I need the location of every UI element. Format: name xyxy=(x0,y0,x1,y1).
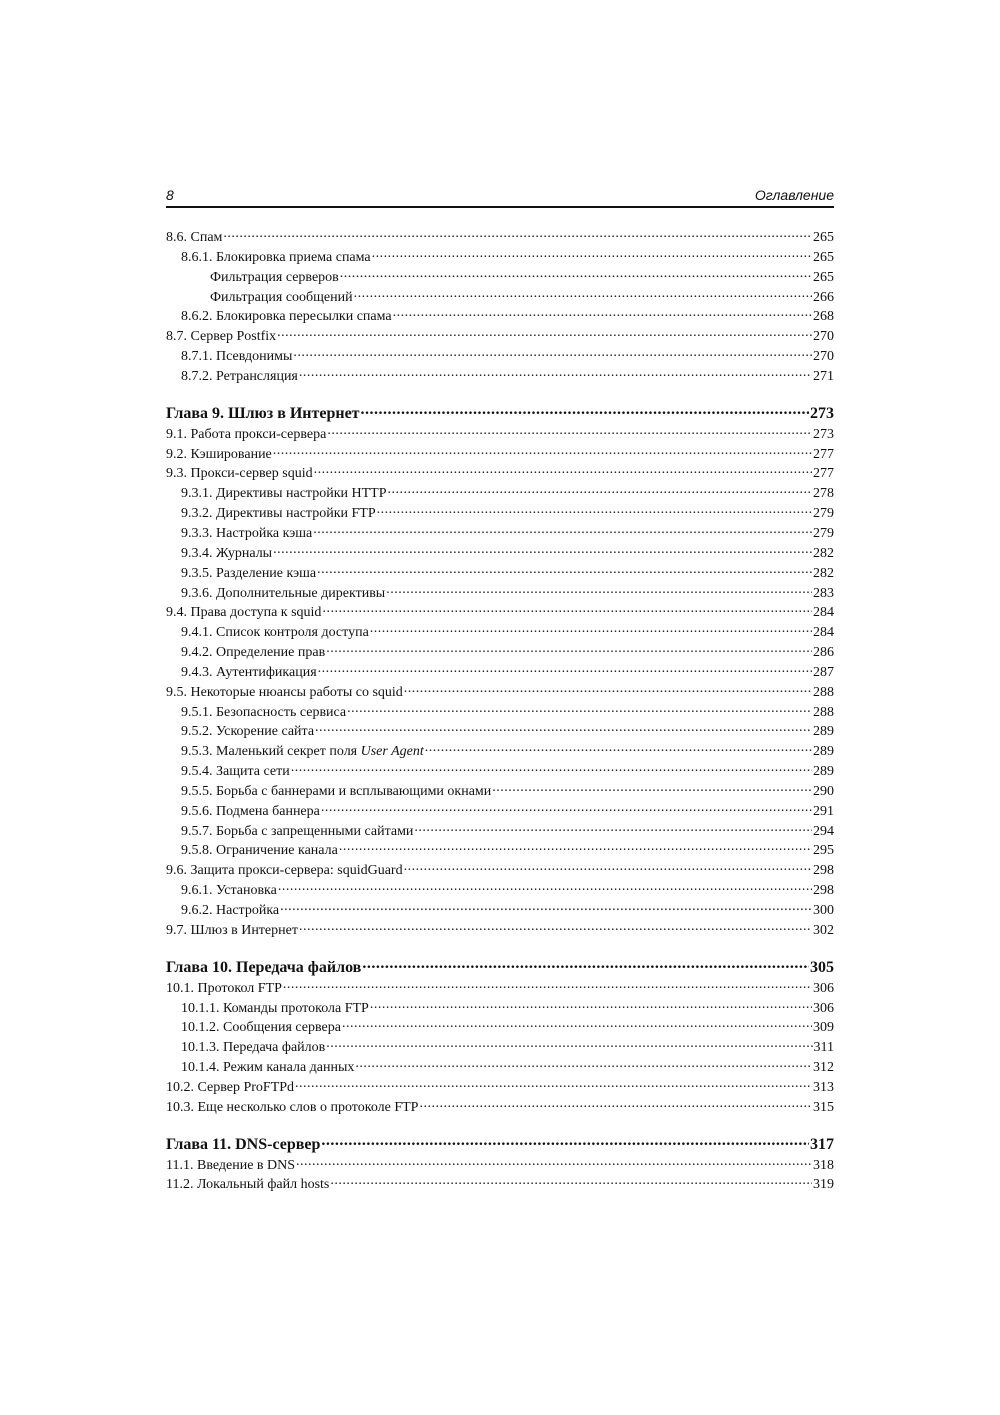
toc-entry-label: 9.3.4. Журналы xyxy=(181,545,273,561)
toc-entry[interactable] xyxy=(166,801,834,821)
toc-entry[interactable] xyxy=(166,463,834,483)
toc-entry-label: 9.5.4. Защита сети xyxy=(181,764,290,780)
toc-entry-page-number: 289 xyxy=(813,744,834,760)
toc-entry[interactable] xyxy=(166,1057,834,1077)
toc-entry-label: 10.1.3. Передача файлов xyxy=(181,1040,326,1056)
toc-dot-leader xyxy=(419,1097,812,1111)
toc-entry-page-number: 298 xyxy=(813,863,834,879)
toc-entry-label: 9.6.2. Настройка xyxy=(181,903,280,918)
toc-dot-leader xyxy=(299,920,812,934)
toc-dot-leader xyxy=(347,702,812,716)
toc-dot-leader xyxy=(283,978,812,992)
header-section-title: Оглавление xyxy=(754,187,834,203)
toc-entry[interactable] xyxy=(166,483,834,503)
toc-entry[interactable] xyxy=(166,1037,834,1057)
toc-entry-page-number: 312 xyxy=(813,1060,834,1076)
toc-entry[interactable] xyxy=(166,702,834,722)
toc-dot-leader xyxy=(314,463,812,477)
toc-entry-page-number: 265 xyxy=(813,269,834,285)
toc-entry-page-number: 318 xyxy=(813,1157,834,1173)
toc-entry-page-number: 268 xyxy=(813,309,834,325)
page-header xyxy=(166,186,834,208)
toc-entry-page-number: 283 xyxy=(813,585,834,601)
toc-entry-label: 9.1. Работа прокси-сервера xyxy=(166,426,327,442)
toc-entry-label: 9.5.1. Безопасность сервиса xyxy=(181,704,347,720)
toc-dot-leader xyxy=(354,287,812,301)
toc-entry-label: 8.7.2. Ретрансляция xyxy=(181,368,298,384)
toc-entry-page-number: 302 xyxy=(813,922,834,938)
toc-entry[interactable] xyxy=(166,267,834,287)
toc-entry-label: 10.1. Протокол FTP xyxy=(166,980,282,996)
toc-entry[interactable] xyxy=(166,1017,834,1037)
toc-dot-leader xyxy=(321,801,812,815)
toc-entry-label: 10.1.1. Команды протокола FTP xyxy=(181,1000,369,1016)
toc-entry[interactable] xyxy=(166,741,834,761)
toc-entry[interactable] xyxy=(166,622,834,642)
toc-entry[interactable] xyxy=(166,821,834,841)
toc-dot-leader xyxy=(372,247,812,261)
toc-chapter-entry[interactable] xyxy=(166,402,834,424)
toc-entry-page-number: 289 xyxy=(813,724,834,740)
toc-entry[interactable] xyxy=(166,563,834,583)
toc-entry-page-number: 277 xyxy=(813,466,834,482)
toc-entry-label: 8.7.1. Псевдонимы xyxy=(181,349,293,365)
toc-entry[interactable] xyxy=(166,1155,834,1175)
toc-entry-page-number: 294 xyxy=(813,823,834,839)
toc-entry-page-number: 286 xyxy=(813,645,834,661)
toc-entry-label: 9.7. Шлюз в Интернет xyxy=(166,922,298,938)
toc-dot-leader xyxy=(404,682,812,696)
toc-entry-label: 10.1.2. Сообщения сервера xyxy=(181,1020,341,1036)
toc-entry[interactable] xyxy=(166,602,834,622)
toc-dot-leader xyxy=(295,1077,812,1091)
toc-entry-page-number: 298 xyxy=(813,883,834,899)
toc-entry-page-number: 278 xyxy=(813,486,834,502)
toc-dot-leader xyxy=(326,1037,812,1051)
toc-entry[interactable] xyxy=(166,583,834,603)
toc-entry-page-number: 273 xyxy=(810,404,834,422)
toc-dot-leader xyxy=(425,741,812,755)
toc-entry[interactable] xyxy=(166,247,834,267)
toc-dot-leader xyxy=(322,602,812,616)
toc-entry-page-number: 279 xyxy=(813,525,834,541)
toc-entry-label: 9.3.3. Настройка кэша xyxy=(181,525,313,541)
toc-entry[interactable] xyxy=(166,1174,834,1194)
toc-dot-leader xyxy=(327,424,812,438)
toc-entry-page-number: 313 xyxy=(813,1079,834,1095)
toc-entry[interactable] xyxy=(166,840,834,860)
toc-entry-label: 11.1. Введение в DNS xyxy=(166,1157,296,1173)
toc-dot-leader xyxy=(370,998,812,1012)
toc-dot-leader xyxy=(386,583,812,597)
toc-entry-page-number: 271 xyxy=(813,368,834,384)
toc-entry-label: Фильтрация сообщений xyxy=(210,289,353,305)
table-of-contents xyxy=(166,227,834,1194)
toc-entry-page-number: 291 xyxy=(813,803,834,819)
toc-entry-label: Глава 10. Передача файлов xyxy=(166,958,362,976)
toc-entry-label: 9.5.6. Подмена баннера xyxy=(181,803,320,819)
toc-entry-page-number: 277 xyxy=(813,446,834,462)
toc-entry-page-number: 279 xyxy=(813,506,834,522)
toc-entry[interactable] xyxy=(166,682,834,702)
toc-entry-label: Глава 11. DNS-сервер xyxy=(166,1135,321,1153)
toc-entry-page-number: 273 xyxy=(813,426,834,442)
toc-entry-page-number: 287 xyxy=(813,664,834,680)
toc-entry-page-number: 289 xyxy=(813,764,834,780)
toc-entry[interactable] xyxy=(166,523,834,543)
toc-entry-page-number: 270 xyxy=(813,329,834,345)
toc-dot-leader xyxy=(330,1174,812,1188)
toc-entry-label: 9.3. Прокси-сервер squid xyxy=(166,466,313,482)
toc-entry[interactable] xyxy=(166,326,834,346)
toc-dot-leader xyxy=(362,956,809,972)
toc-entry-label: 9.5. Некоторые нюансы работы со squid xyxy=(166,684,403,700)
toc-entry[interactable] xyxy=(166,920,834,940)
toc-entry[interactable] xyxy=(166,662,834,682)
toc-entry[interactable] xyxy=(166,880,834,900)
toc-entry-label: 8.6.2. Блокировка пересылки спама xyxy=(181,309,392,325)
toc-entry-label: 11.2. Локальный файл hosts xyxy=(166,1177,330,1193)
toc-entry[interactable] xyxy=(166,306,834,326)
toc-entry-page-number: 265 xyxy=(813,249,834,265)
toc-dot-leader xyxy=(361,402,809,418)
toc-entry[interactable] xyxy=(166,287,834,307)
toc-entry-page-number: 284 xyxy=(813,605,834,621)
toc-chapter-entry[interactable] xyxy=(166,956,834,978)
toc-entry-label: 9.5.5. Борьба с баннерами и всплывающими окнами xyxy=(181,783,492,799)
toc-entry-label: 9.5.2. Ускорение сайта xyxy=(181,724,315,740)
toc-dot-leader xyxy=(492,781,812,795)
toc-dot-leader xyxy=(291,761,812,775)
toc-entry-page-number: 265 xyxy=(813,230,834,245)
toc-dot-leader xyxy=(404,860,812,874)
toc-dot-leader xyxy=(370,622,812,636)
toc-entry[interactable] xyxy=(166,503,834,523)
toc-entry[interactable] xyxy=(166,781,834,801)
toc-entry[interactable] xyxy=(166,543,834,563)
toc-entry-page-number: 305 xyxy=(810,958,834,976)
toc-dot-leader xyxy=(342,1017,812,1031)
toc-dot-leader xyxy=(321,1133,809,1149)
toc-dot-leader xyxy=(296,1155,812,1169)
toc-entry-page-number: 284 xyxy=(813,625,834,641)
toc-entry-label: 10.1.4. Режим канала данных xyxy=(181,1060,355,1076)
toc-entry-label: 9.3.6. Дополнительные директивы xyxy=(181,585,386,601)
toc-entry-page-number: 266 xyxy=(813,289,834,305)
toc-dot-leader xyxy=(318,662,812,676)
toc-entry-label: 9.5.3. Маленький секрет поля User Agent xyxy=(181,744,424,760)
toc-entry-label: 10.2. Сервер ProFTPd xyxy=(166,1079,295,1095)
toc-entry[interactable] xyxy=(166,366,834,386)
toc-dot-leader xyxy=(414,821,812,835)
header-page-number: 8 xyxy=(166,187,174,203)
toc-entry[interactable] xyxy=(166,900,834,920)
toc-entry-page-number: 315 xyxy=(813,1099,834,1115)
toc-entry[interactable] xyxy=(166,424,834,444)
toc-entry-label: 9.6. Защита прокси-сервера: squidGuard xyxy=(166,863,403,879)
toc-entry-label: 9.4. Права доступа к squid xyxy=(166,605,322,621)
toc-chapter-entry[interactable] xyxy=(166,1133,834,1155)
toc-entry[interactable] xyxy=(166,860,834,880)
toc-dot-leader xyxy=(277,326,812,340)
toc-entry-label: 9.3.5. Разделение кэша xyxy=(181,565,317,581)
toc-entry-page-number: 288 xyxy=(813,704,834,720)
toc-entry-page-number: 306 xyxy=(813,980,834,996)
toc-entry[interactable] xyxy=(166,444,834,464)
toc-dot-leader xyxy=(315,721,812,735)
toc-entry[interactable] xyxy=(166,227,834,247)
toc-dot-leader xyxy=(313,523,812,537)
toc-dot-leader xyxy=(299,366,812,380)
toc-dot-leader xyxy=(293,346,812,360)
toc-dot-leader xyxy=(377,503,812,517)
toc-entry-label: 9.4.2. Определение прав xyxy=(181,645,326,661)
toc-dot-leader xyxy=(326,642,812,656)
toc-dot-leader xyxy=(317,563,812,577)
toc-entry-label: 8.6.1. Блокировка приема спама xyxy=(181,249,371,265)
toc-entry[interactable] xyxy=(166,1097,834,1117)
toc-dot-leader xyxy=(273,444,812,458)
toc-dot-leader xyxy=(388,483,813,497)
toc-dot-leader xyxy=(393,306,812,320)
toc-entry-page-number: 300 xyxy=(813,903,834,918)
toc-entry-label: 9.4.3. Аутентификация xyxy=(181,664,317,680)
toc-entry-page-number: 319 xyxy=(813,1177,834,1193)
toc-entry-label: 8.6. Спам xyxy=(166,230,223,245)
toc-dot-leader xyxy=(273,543,812,557)
toc-entry-label: 9.3.2. Директивы настройки FTP xyxy=(181,506,376,522)
toc-entry[interactable] xyxy=(166,642,834,662)
toc-entry-label: 9.3.1. Директивы настройки HTTP xyxy=(181,486,387,502)
toc-entry-page-number: 317 xyxy=(810,1135,834,1153)
toc-entry-page-number: 282 xyxy=(813,545,834,561)
toc-dot-leader xyxy=(355,1057,812,1071)
toc-entry-label: Глава 9. Шлюз в Интернет xyxy=(166,404,360,422)
toc-dot-leader xyxy=(223,227,812,241)
toc-entry-label: 9.4.1. Список контроля доступа xyxy=(181,625,369,641)
toc-entry-page-number: 309 xyxy=(813,1020,834,1036)
toc-entry-page-number: 295 xyxy=(813,843,834,859)
toc-entry-label: 10.3. Еще несколько слов о протоколе FTP xyxy=(166,1099,419,1115)
toc-entry[interactable] xyxy=(166,998,834,1018)
toc-entry[interactable] xyxy=(166,978,834,998)
toc-entry-label: 9.2. Кэширование xyxy=(166,446,272,462)
toc-entry[interactable] xyxy=(166,761,834,781)
toc-entry[interactable] xyxy=(166,346,834,366)
toc-entry[interactable] xyxy=(166,1077,834,1097)
toc-entry-page-number: 290 xyxy=(813,783,834,799)
toc-entry-page-number: 288 xyxy=(813,684,834,700)
toc-entry-page-number: 306 xyxy=(813,1000,834,1016)
toc-entry-page-number: 311 xyxy=(813,1040,834,1056)
toc-entry-page-number: 270 xyxy=(813,349,834,365)
toc-entry-label: Фильтрация серверов xyxy=(210,269,339,285)
toc-entry-label: 9.5.8. Ограничение канала xyxy=(181,843,338,859)
toc-entry[interactable] xyxy=(166,721,834,741)
toc-dot-leader xyxy=(280,900,812,914)
toc-dot-leader xyxy=(339,840,812,854)
toc-dot-leader xyxy=(278,880,812,894)
toc-dot-leader xyxy=(340,267,812,281)
toc-entry-label: 9.6.1. Установка xyxy=(181,883,277,899)
toc-entry-label: 8.7. Сервер Postfix xyxy=(166,329,277,345)
toc-entry-label: 9.5.7. Борьба с запрещенными сайтами xyxy=(181,823,414,839)
toc-entry-page-number: 282 xyxy=(813,565,834,581)
